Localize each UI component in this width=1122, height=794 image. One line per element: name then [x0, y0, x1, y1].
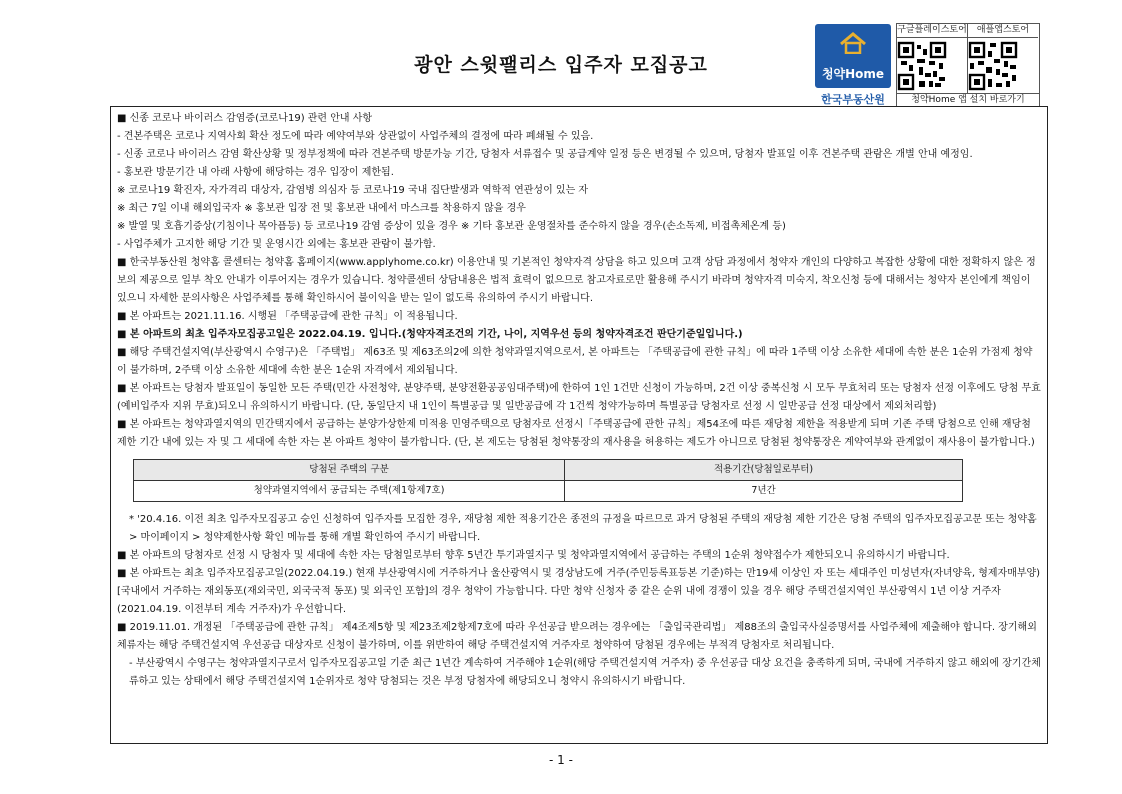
app-store-label: 애플앱스토어 — [968, 24, 1038, 38]
table-row — [134, 481, 963, 502]
reapplication-limit-table — [133, 459, 963, 502]
table-header-row — [134, 460, 963, 481]
notice-paragraph: ■ 본 아파트는 2021.11.16. 시행된 「주택공급에 관한 규칙」이 적용됩니다. — [117, 311, 458, 322]
notice-box — [110, 106, 1048, 744]
google-play-qr[interactable] — [897, 24, 968, 94]
notice-paragraph: ■ 해당 주택건설지역(부산광역시 수영구)은 「주택법」 제63조 및 제63조의2에 의한 청약과열지역으로서, 본 아파트는 「주택공급에 관한 규칙」에 따라 1주택 이상 소유한 세대에 속한 분은 1순위 가점제 청약이 불가하며, 2주택 이상 소유한 세대에 속한 분은 1순위 자격에서 제외됩니다. — [117, 347, 1033, 376]
page-title: 광안 스윗팰리스 입주자 모집공고 — [414, 54, 708, 76]
notice-paragraph: - 신종 코로나 바이러스 감염 확산상황 및 정부정책에 따라 견본주택 방문가능 기간, 당첨자 서류접수 및 공급계약 일정 등은 변경될 수 있으며, 당첨자 발표일 이후 견본주택 관람은 개별 안내 예정임. — [117, 149, 973, 160]
notice-paragraph: ■ 본 아파트의 당첨자로 선정 시 당첨자 및 세대에 속한 자는 당첨일로부터 향후 5년간 투기과열지구 및 청약과열지역에서 공급하는 주택의 1순위 청약접수가 제한되오니 유의하시기 바랍니다. — [117, 550, 950, 561]
logo-brand: 청약Home — [821, 67, 885, 81]
notice-paragraph: ■ 신종 코로나 바이러스 감염증(코로나19) 관련 안내 사항 — [117, 113, 373, 124]
table-cell: 7년간 — [565, 481, 963, 502]
notice-paragraph: ■ 본 아파트는 당첨자 발표일이 동일한 모든 주택(민간 사전청약, 분양주택, 분양전환공공임대주택)에 한하여 1인 1건만 신청이 가능하며, 2건 이상 중복신청 시 모두 무효처리 또는 당첨자 선정 이후에도 당첨 무효(예비입주자 지위 무효)되오니 유의하시기 바랍니다. (단, 동일단지 내 1인이 특별공급 및 일반공급에 각 1건씩 청약가능하며 특별공급 당첨자로 선정 시 일반공급 선정 대상에서 제외처리함) — [117, 383, 1041, 412]
notice-paragraph: ■ 한국부동산원 청약홈 콜센터는 청약홈 홈페이지(www.applyhome.co.kr) 이용안내 및 기본적인 청약자격 상담을 하고 있으며 고객 상담 과정에서 청약자 개인의 다양하고 복잡한 상황에 대한 정확하지 않은 정보의 제공으로 일부 착오 안내가 이루어지는 경우가 있습니다. 청약콜센터 상담내용은 법적 효력이 없으므로 참고자료로만 활용해 주시기 바라며 청약자격 미숙지, 착오신청 등에 대해서는 청약자 본인에게 책임이 있으니 자세한 문의사항은 사업주체를 통해 확인하시어 불이익을 받는 일이 없도록 유의하여 주시기 바랍니다. — [117, 257, 1036, 304]
notice-paragraph: * '20.4.16. 이전 최초 입주자모집공고 승인 신청하여 입주자를 모집한 경우, 재당첨 제한 적용기간은 종전의 규정을 따르므로 과거 당첨된 주택의 재당첨 제한 기간은 당첨 주택의 입주자모집공고문 또는 청약홈 > 마이페이지 > 청약제한사항 확인 메뉴를 통해 개별 확인하여 주시기 바랍니다. — [129, 514, 1037, 543]
notice-paragraph: - 홍보관 방문기간 내 아래 사항에 해당하는 경우 입장이 제한됨. — [117, 167, 394, 178]
logo-org: 한국부동산원 — [821, 93, 885, 106]
notice-paragraph: ※ 코로나19 확진자, 자가격리 대상자, 감염병 의심자 등 코로나19 국내 집단발생과 역학적 연관성이 있는 자 — [117, 185, 589, 196]
qr-panel — [896, 23, 1040, 107]
notice-paragraph: ■ 본 아파트는 최초 입주자모집공고일(2022.04.19.) 현재 부산광역시에 거주하거나 울산광역시 및 경상남도에 거주(주민등록표등본 기준)하는 만19세 이상인 자 또는 세대주인 미성년자(자녀양육, 형제자매부양)[국내에서 거주하는 재외동포(재외국민, 외국국적 동포) 및 외국인 포함]의 경우 청약이 가능합니다. 다만 청약 신청자 중 같은 순위 내에 경쟁이 있을 경우 해당 주택건설지역인 부산광역시 1년 이상 거주자(2021.04.19. 이전부터 계속 거주자)가 우선합니다. — [117, 568, 1041, 615]
notice-paragraph: - 사업주체가 고지한 해당 기간 및 운영시간 외에는 홍보관 관람이 불가함. — [117, 239, 436, 250]
qr-code-icon — [897, 41, 947, 91]
applyhome-logo — [815, 24, 891, 108]
notice-content — [117, 110, 1041, 691]
notice-paragraph: - 견본주택은 코로나 지역사회 확산 정도에 따라 예약여부와 상관없이 사업주체의 결정에 따라 폐쇄될 수 있음. — [117, 131, 594, 142]
notice-paragraph: - 부산광역시 수영구는 청약과열지구로서 입주자모집공고일 기준 최근 1년간 계속하여 거주해야 1순위(해당 주택건설지역 거주자) 중 우선공급 대상 요건을 충족하게 되며, 국내에 거주하지 않고 해외에 장기간체류하고 있는 상태에서 해당 주택건설지역 1순위자로 청약 당첨되는 것은 부정 당첨자에 해당되오니 청약시 유의하시기 바랍니다. — [129, 658, 1041, 687]
table-cell: 청약과열지역에서 공급되는 주택(제1항제7호) — [134, 481, 565, 502]
house-icon — [839, 32, 867, 54]
table-header-cell: 당첨된 주택의 구분 — [134, 460, 565, 481]
table-header-cell: 적용기간(당첨일로부터) — [565, 460, 963, 481]
qr-code-icon — [968, 41, 1018, 91]
notice-paragraph: ■ 본 아파트의 최초 입주자모집공고일은 2022.04.19. 입니다.(청약자격조건의 기간, 나이, 지역우선 등의 청약자격조건 판단기준일입니다.) — [117, 329, 743, 340]
google-play-label: 구글플레이스토어 — [897, 24, 967, 38]
page-number: - 1 - — [549, 753, 573, 767]
notice-paragraph: ※ 최근 7일 이내 해외입국자 ※ 홍보관 입장 전 및 홍보관 내에서 마스크를 착용하지 않을 경우 — [117, 203, 526, 214]
notice-paragraph: ■ 2019.11.01. 개정된 「주택공급에 관한 규칙」 제4조제5항 및 제23조제2항제7호에 따라 우선공급 받으려는 경우에는 「출입국관리법」 제88조의 출입국사실증명서를 사업주체에 제출해야 합니다. 장기해외체류자는 해당 주택건설지역 우선공급 대상자로 신청이 불가하며, 이를 위반하여 해당 주택건설지역 거주자로 청약하여 당첨된 경우에는 부적격 당첨자로 처리됩니다. — [117, 622, 1037, 651]
notice-paragraph: ■ 본 아파트는 청약과열지역의 민간택지에서 공급하는 분양가상한제 미적용 민영주택으로 당첨자로 선정시「주택공급에 관한 규칙」제54조에 따른 재당첨 제한을 적용받게 되며 기존 주택 당첨으로 인해 재당첨 제한 기간 내에 있는 자 및 그 세대에 속한 자는 본 아파트 청약이 불가합니다. (단, 본 제도는 당첨된 청약통장의 재사용을 허용하는 제도가 아니므로 당첨된 청약통장은 계약여부와 관계없이 재사용이 불가합니다.) — [117, 419, 1035, 448]
app-install-link[interactable]: 청약Home 앱 설치 바로가기 — [897, 93, 1039, 106]
app-store-qr[interactable] — [968, 24, 1038, 94]
notice-paragraph: ※ 발열 및 호흡기증상(기침이나 목아픔등) 등 코로나19 감염 증상이 있을 경우 ※ 기타 홍보관 운영절차를 준수하지 않을 경우(손소독제, 비접촉체온계 등) — [117, 221, 786, 232]
